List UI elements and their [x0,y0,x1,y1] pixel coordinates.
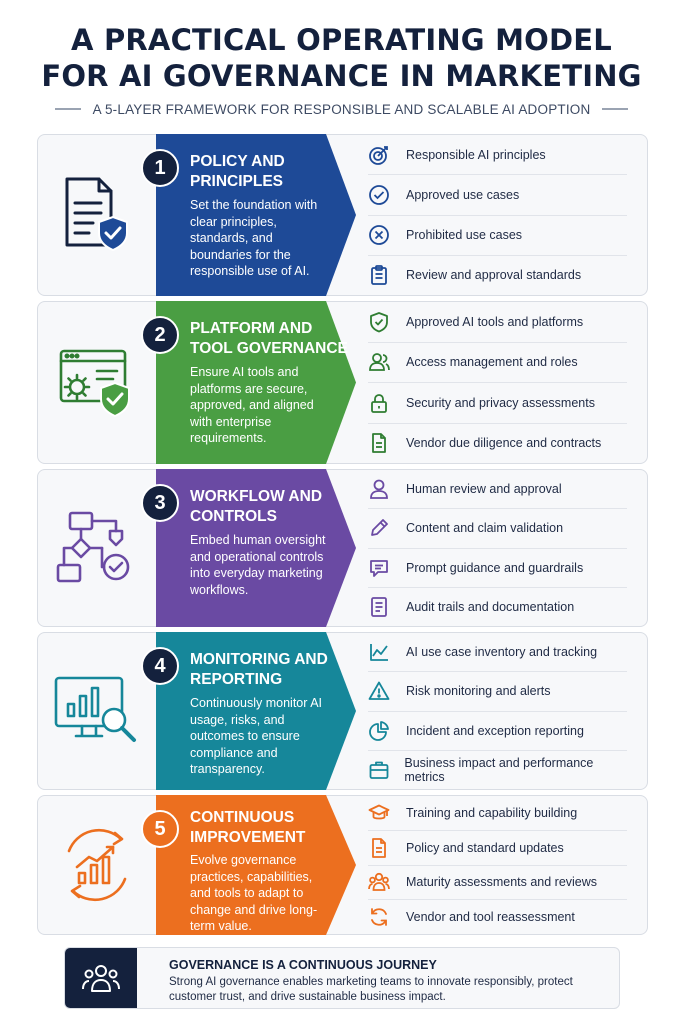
person-icon [368,478,406,500]
lock-icon [368,392,406,414]
layer-5-improvement [37,795,648,935]
list-item [368,672,627,711]
target-icon [368,144,406,166]
item-label: Security and privacy assessments [406,395,595,410]
item-label: Policy and standard updates [406,840,564,855]
list-item [368,796,627,831]
subtitle-divider-left [55,108,81,110]
layer-4-title-line-1: MONITORING AND [190,651,328,668]
layer-3-description: Embed human oversight and operational controls into everyday marketing workflows. [190,533,326,597]
item-label: Vendor due diligence and contracts [406,436,602,451]
page-title [0,22,683,94]
list-item [368,751,627,789]
item-label: Training and capability building [406,805,578,820]
team-icon [368,871,406,893]
subtitle-divider-right [602,108,628,110]
layer-2-title [190,319,360,359]
item-label: Access management and roles [406,355,578,370]
layer-3-title-line-2: CONTROLS [190,508,277,525]
layer-1-number: 1 [141,149,179,187]
layer-2-items [368,302,627,463]
document-icon [368,432,406,454]
layer-2-number: 2 [141,316,179,354]
document-shield-icon [38,135,156,295]
team-icon [65,948,137,1008]
layer-5-title [190,808,360,848]
footer-text: Strong AI governance enables marketing teams to innovate responsibly, protect customer trust, and drive sustainable business impact. [169,976,573,1003]
list-item [368,470,627,509]
layer-1-title-line-1: POLICY AND [190,153,285,170]
line-chart-icon [368,641,406,663]
layer-1-items [368,135,627,295]
list-item [368,900,627,934]
chat-bubble-icon [368,557,406,579]
item-label: Prohibited use cases [406,228,523,243]
x-circle-icon [368,224,406,246]
list-item [368,135,627,175]
layer-3-title-line-1: WORKFLOW AND [190,488,323,505]
list-item [368,866,627,901]
pencil-icon [368,517,406,539]
list-item [368,549,627,588]
item-label: Incident and exception reporting [406,723,584,738]
item-label: Content and claim validation [406,521,564,536]
list-item [368,712,627,751]
item-label: Maturity assessments and reviews [406,875,598,890]
layer-5-title-line-2: IMPROVEMENT [190,829,306,846]
users-icon [368,351,406,373]
layer-5-number: 5 [141,810,179,848]
layer-4-title [190,650,360,690]
item-label: Approved AI tools and platforms [406,314,584,329]
item-label: Audit trails and documentation [406,599,575,614]
layer-1-description: Set the foundation with clear principles, standards, and boundaries for the responsible use of AI. [190,198,318,278]
list-item [368,509,627,548]
list-item [368,256,627,295]
graduation-cap-icon [368,802,406,824]
layer-1-title [190,152,360,192]
browser-gear-shield-icon [38,302,156,463]
item-label: Risk monitoring and alerts [406,684,551,699]
layer-4-description: Continuously monitor AI usage, risks, and outcomes to ensure compliance and transparency. [190,696,323,776]
layer-2-platform [37,301,648,464]
layer-2-title-line-1: PLATFORM AND [190,320,313,337]
layer-4-items [368,633,627,789]
layer-3-number: 3 [141,484,179,522]
check-circle-icon [368,184,406,206]
layer-1-policy [37,134,648,296]
item-label: Business impact and performance metrics [404,755,594,784]
list-item [368,588,627,626]
subtitle: A 5-LAYER FRAMEWORK FOR RESPONSIBLE AND SCALABLE AI ADOPTION [92,101,591,117]
layer-4-number: 4 [141,647,179,685]
layer-5-description: Evolve governance practices, capabilities, and tools to adapt to change and drive long-term value. [190,853,318,933]
layer-3-items [368,470,627,626]
layer-2-description: Ensure AI tools and platforms are secure, approved, and aligned with enterprise requirements. [190,365,314,445]
item-label: Responsible AI principles [406,147,546,162]
layer-3-title [190,487,360,527]
shield-check-icon [368,311,406,333]
pie-chart-icon [368,720,406,742]
list-item [368,343,627,384]
title-line-2: FOR AI GOVERNANCE IN MARKETING [41,59,642,93]
item-label: Approved use cases [406,187,520,202]
item-label: Prompt guidance and guardrails [406,560,584,575]
list-item [368,216,627,256]
list-item [368,175,627,215]
clipboard-icon [368,264,406,286]
subtitle-row [55,99,628,119]
monitor-chart-magnifier-icon [38,633,156,789]
document-icon [368,837,406,859]
warning-triangle-icon [368,680,406,702]
title-line-1: A PRACTICAL OPERATING MODEL [71,23,612,57]
layer-4-title-line-2: REPORTING [190,671,283,688]
layer-3-workflow [37,469,648,627]
document-list-icon [368,596,406,618]
growth-cycle-icon [38,796,156,934]
footer-title: GOVERNANCE IS A CONTINUOUS JOURNEY [169,958,437,972]
layer-5-items [368,796,627,934]
layer-1-title-line-2: PRINCIPLES [190,173,284,190]
workflow-diagram-icon [38,470,156,626]
item-label: Review and approval standards [406,268,582,283]
list-item [368,633,627,672]
briefcase-icon [368,759,404,781]
item-label: Vendor and tool reassessment [406,910,575,925]
list-item [368,383,627,424]
item-label: AI use case inventory and tracking [406,645,598,660]
list-item [368,302,627,343]
footer-callout [64,947,620,1009]
layer-4-monitoring [37,632,648,790]
layer-5-title-line-1: CONTINUOUS [190,809,295,826]
item-label: Human review and approval [406,482,562,497]
layer-2-title-line-2: TOOL GOVERNANCE [190,340,348,357]
list-item [368,424,627,464]
list-item [368,831,627,866]
refresh-icon [368,906,406,928]
